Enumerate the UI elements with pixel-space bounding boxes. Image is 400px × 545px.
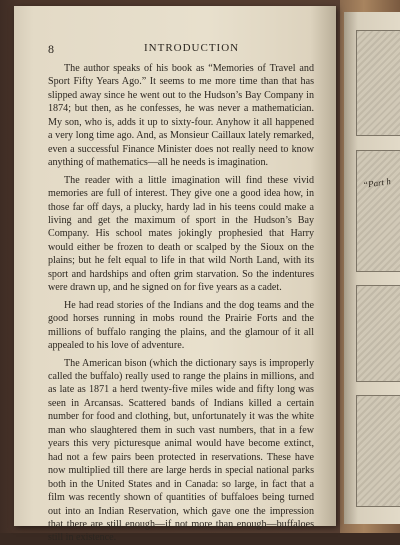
page-text — [48, 36, 314, 545]
illustration-sketch — [356, 30, 400, 136]
illustration-sketch — [356, 285, 400, 382]
illustration-sketch — [356, 395, 400, 507]
paragraph: The American bison (which the dictionary says is improperly called the buffalo) really used to range the plains in millions, and as late as 1871 a herd twenty-five miles wide and fifty long was seen in Arcansas. Scattered bands of Indians killed a certain number for food and clothing, but, unfortunately it was the white man who slaughtered them in such vast numbers, that in a few years this very picturesque animal would have become extinct, had not a few pairs been protected in reservations. These have now multiplied till there are large herds in special national parks both in the United States and in Canada: so large, in fact that a film was recently shown of quantities of buffaloes being turned out into an Indian Reservation, which gave one the impression that there are still enough—if not more than enough—buffaloes still in existence. — [48, 357, 314, 544]
illustration-sketch — [356, 150, 400, 272]
paragraph: He had read stories of the Indians and the dog teams and the good horses running in mobs round the Prairie Forts and the millions of buffalo ranging the plains, and the glamour of it all appealed to his love of adventure. — [48, 299, 314, 352]
running-head: INTRODUCTION — [144, 42, 240, 54]
paragraph: The author speaks of his book as “Memories of Travel and Sport Fifty Years Ago.” It seems to me more time than that has slipped away since he went out to the Hudson’s Bay Company in 1874; but then, as he confesses, he was never a mathematician. My son, who is, adds it up to sixty-four. Anyhow it all happened a very long time ago. And, as Monsieur Caillaux lately remarked, even a successful Finance Minister does not really need to know anything of mathematics—all he needs is imagination. — [48, 63, 314, 169]
page-header — [48, 36, 314, 58]
paragraph: The reader with a little imagination will find these vivid memories are full of interest. They give one a good idea how, in those far off days, a plucky, hardy lad in his teens could make a living and get the maximum of sport in the Hudson’s Bay Company. His school mates jokingly prophesied that Harry would either be frozen to death or scalped by the Sioux on the plains; but he felt equal to life in that wild North Land, with its sport and hardships and often grim starvation. So the indentures were drawn up, and he signed on for five years as a cadet. — [48, 174, 314, 294]
facing-page-caption: “Part h — [362, 176, 392, 190]
page-number: 8 — [48, 42, 54, 56]
